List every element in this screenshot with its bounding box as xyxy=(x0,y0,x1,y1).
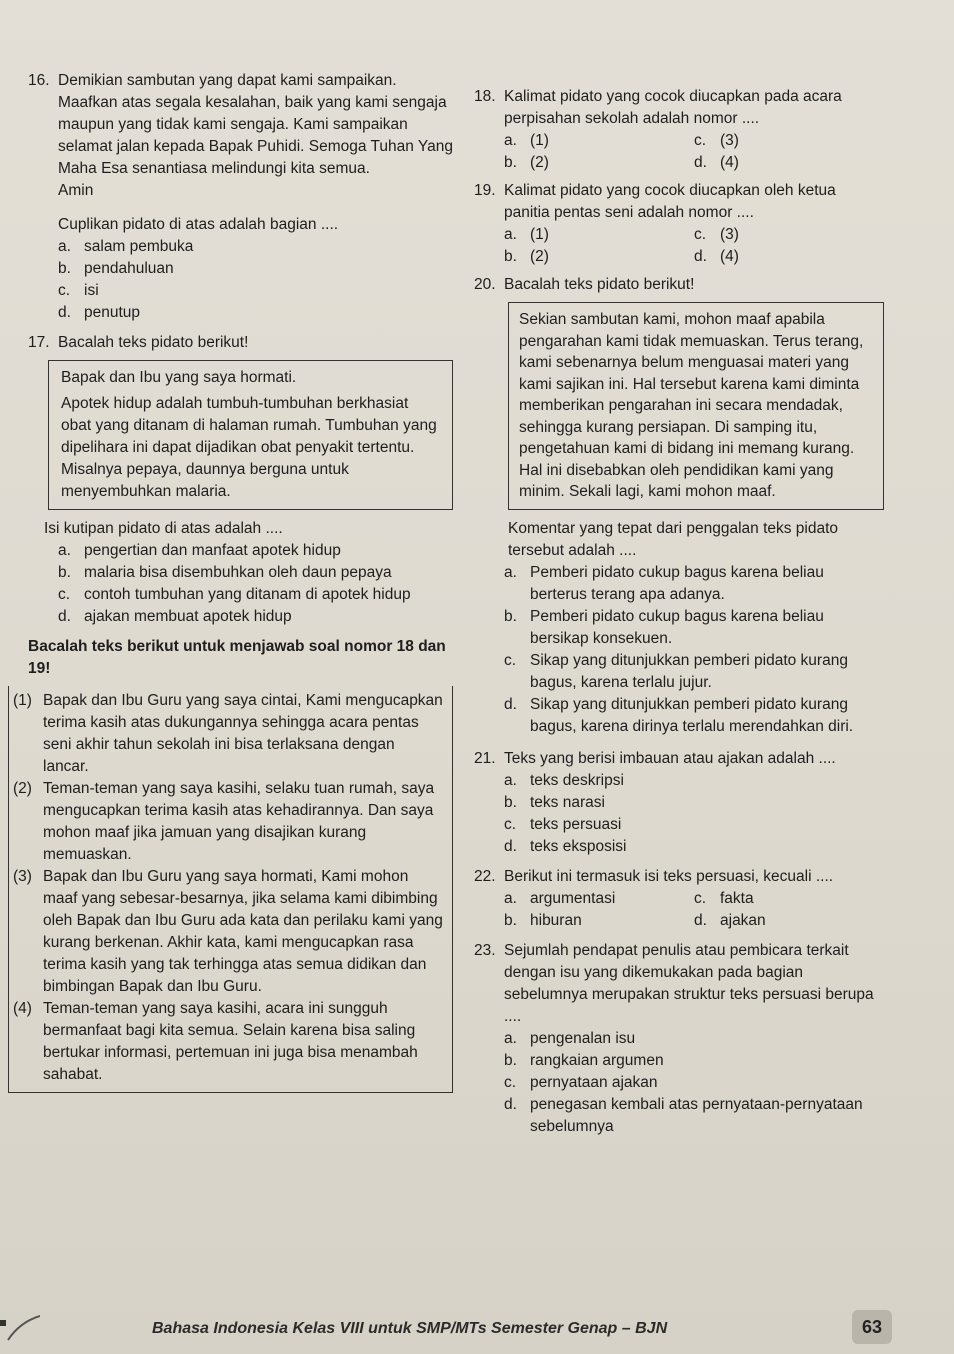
option-b[interactable]: b. pendahuluan xyxy=(58,260,174,277)
question-22 xyxy=(474,866,884,888)
question-text: Demikian sambutan yang dapat kami sampaikan. Maafkan atas segala kesalahan, baik yang kami sengaja maupun yang tidak kami sengaja. Kami sampaikan selamat jalan kepada Bapak Puhidi. Semoga Tuhan Yang Maha Esa senantiasa melindungi kita semua. xyxy=(58,72,453,177)
question-text: Kalimat pidato yang cocok diucapkan oleh ketua panitia pentas seni adalah nomor .... xyxy=(504,182,836,221)
question-19 xyxy=(474,180,884,224)
option-b[interactable]: b. teks narasi xyxy=(504,793,605,811)
question-20 xyxy=(474,274,884,296)
option-b[interactable]: b. hiburan xyxy=(504,911,582,929)
option-a[interactable]: a. (1) xyxy=(504,226,549,243)
option-d[interactable]: d. penegasan kembali atas pernyataan-pernyataan sebelumnya xyxy=(504,1095,863,1135)
question-17 xyxy=(28,332,453,354)
option-c[interactable]: c. teks persuasi xyxy=(504,815,622,833)
option-c[interactable]: c. fakta xyxy=(694,889,754,907)
option-d[interactable]: d. (4) xyxy=(694,248,739,265)
option-b[interactable]: b. malaria bisa disembuhkan oleh daun pepaya xyxy=(58,564,392,581)
question-prompt: Komentar yang tepat dari penggalan teks pidato tersebut adalah .... xyxy=(508,519,839,559)
speech-author: Amin xyxy=(58,182,94,199)
speech-list-box xyxy=(8,686,453,1093)
option-a[interactable]: a. Pemberi pidato cukup bagus karena beliau berterus terang apa adanya. xyxy=(504,563,824,603)
option-c[interactable]: c. Sikap yang ditunjukkan pemberi pidato kurang bagus, karena terlalu jujur. xyxy=(504,651,848,691)
footer-swoosh-icon xyxy=(0,1314,40,1342)
footer-title: Bahasa Indonesia Kelas VIII untuk SMP/MTs Semester Genap – BJN xyxy=(152,1320,668,1337)
option-d[interactable]: d. ajakan xyxy=(694,911,766,929)
question-prompt: Isi kutipan pidato di atas adalah .... xyxy=(44,520,283,537)
speech-excerpt-box xyxy=(508,302,884,510)
left-column xyxy=(13,70,453,1093)
question-number: 22. xyxy=(474,867,496,885)
speech-item-3: (3) Bapak dan Ibu Guru yang saya hormati, Kami mohon maaf yang sebesar-besarnya, jika selama kami dibimbing oleh Bapak dan Ibu Guru ada kata dan perilaku kami yang kurang berkenan. Akhir kata, kami mengucapkan rasa terima kasih yang tak terhingga atas semua didikan dan bimbingan Bapak dan Ibu Guru. xyxy=(13,868,443,995)
question-text: Bacalah teks pidato berikut! xyxy=(58,334,249,351)
option-a[interactable]: a. salam pembuka xyxy=(58,238,194,255)
question-16 xyxy=(28,70,453,236)
option-d[interactable]: d. penutup xyxy=(58,304,141,321)
question-prompt: Cuplikan pidato di atas adalah bagian .... xyxy=(58,216,339,233)
page-footer xyxy=(0,1300,954,1350)
question-number: 16. xyxy=(28,72,50,89)
question-text: Berikut ini termasuk isi teks persuasi, kecuali .... xyxy=(504,867,834,885)
option-a[interactable]: a. pengenalan isu xyxy=(504,1029,636,1047)
page-number: 63 xyxy=(852,1310,892,1344)
question-number: 20. xyxy=(474,276,496,293)
question-18 xyxy=(474,86,884,130)
option-c[interactable]: c. (3) xyxy=(694,132,739,149)
speech-item-4: (4) Teman-teman yang saya kasihi, acara ini sungguh bermanfaat bagi kita semua. Selain karena bisa saling bertukar informasi, pertemuan ini juga bisa menambah sahabat. xyxy=(13,1000,418,1083)
question-number: 17. xyxy=(28,334,50,351)
option-c[interactable]: c. contoh tumbuhan yang ditanam di apotek hidup xyxy=(58,586,411,603)
option-d[interactable]: d. Sikap yang ditunjukkan pemberi pidato kurang bagus, karena dirinya terlalu merendahkan diri. xyxy=(504,695,854,735)
question-number: 19. xyxy=(474,182,496,199)
question-text: Kalimat pidato yang cocok diucapkan pada acara perpisahan sekolah adalah nomor .... xyxy=(504,88,842,127)
options-grid xyxy=(474,888,884,932)
options-grid xyxy=(474,130,884,174)
option-a[interactable]: a. (1) xyxy=(504,132,549,149)
question-21 xyxy=(474,748,884,770)
right-column xyxy=(474,86,884,1138)
section-instruction: Bacalah teks berikut untuk menjawab soal nomor 18 dan 19! xyxy=(28,638,446,677)
speech-item-2: (2) Teman-teman yang saya kasihi, selaku tuan rumah, saya mengucapkan terima kasih atas kehadirannya. Dan saya mohon maaf jika jamuan yang disajikan kurang memuaskan. xyxy=(13,780,435,863)
speech-item-1: (1) Bapak dan Ibu Guru yang saya cintai, Kami mengucapkan terima kasih atas dukungannya sehingga acara pentas seni akhir tahun sekolah ini bisa terlaksana dengan lancar. xyxy=(13,692,443,775)
excerpt-body: Sekian sambutan kami, mohon maaf apabila pengarahan kami tidak memuaskan. Terus terang, kami sebenarnya belum menguasai materi yang kami sajikan ini. Hal tersebut karena kami diminta memberikan pengarahan ini secara mendadak, sehingga kurang persiapan. Di samping itu, pengetahuan kami di bidang ini memang kurang. Hal ini disebabkan oleh pendidikan kami yang minim. Sekali lagi, kami mohon maaf. xyxy=(519,311,864,500)
question-text: Teks yang berisi imbauan atau ajakan adalah .... xyxy=(504,749,836,767)
question-number: 18. xyxy=(474,88,496,105)
options-grid xyxy=(474,224,884,268)
option-c[interactable]: c. isi xyxy=(58,282,99,299)
option-a[interactable]: a. teks deskripsi xyxy=(504,771,624,789)
option-b[interactable]: b. Pemberi pidato cukup bagus karena beliau bersikap konsekuen. xyxy=(504,607,824,647)
option-d[interactable]: d. teks eksposisi xyxy=(504,837,627,855)
excerpt-body: Apotek hidup adalah tumbuh-tumbuhan berkhasiat obat yang ditanam di halaman rumah. Tumbuhan yang dipelihara ini dapat dijadikan obat penyakit tertentu. Misalnya pepaya, daunnya berguna untuk menyembuhkan malaria. xyxy=(61,395,437,500)
option-c[interactable]: c. pernyataan ajakan xyxy=(504,1073,658,1091)
option-d[interactable]: d. (4) xyxy=(694,154,739,171)
excerpt-greeting: Bapak dan Ibu yang saya hormati. xyxy=(61,369,297,386)
question-text: Sejumlah pendapat penulis atau pembicara terkait dengan isu yang dikemukakan pada bagian sebelumnya merupakan struktur teks persuasi berupa .... xyxy=(504,941,874,1025)
option-c[interactable]: c. (3) xyxy=(694,226,739,243)
option-a[interactable]: a. argumentasi xyxy=(504,889,616,907)
question-23 xyxy=(474,940,884,1028)
question-number: 23. xyxy=(474,941,496,959)
question-text: Bacalah teks pidato berikut! xyxy=(504,276,695,293)
option-b[interactable]: b. (2) xyxy=(504,154,549,171)
option-a[interactable]: a. pengertian dan manfaat apotek hidup xyxy=(58,542,341,559)
option-d[interactable]: d. ajakan membuat apotek hidup xyxy=(58,608,292,625)
speech-excerpt-box xyxy=(48,360,453,510)
option-b[interactable]: b. (2) xyxy=(504,248,549,265)
question-number: 21. xyxy=(474,749,496,767)
option-b[interactable]: b. rangkaian argumen xyxy=(504,1051,664,1069)
